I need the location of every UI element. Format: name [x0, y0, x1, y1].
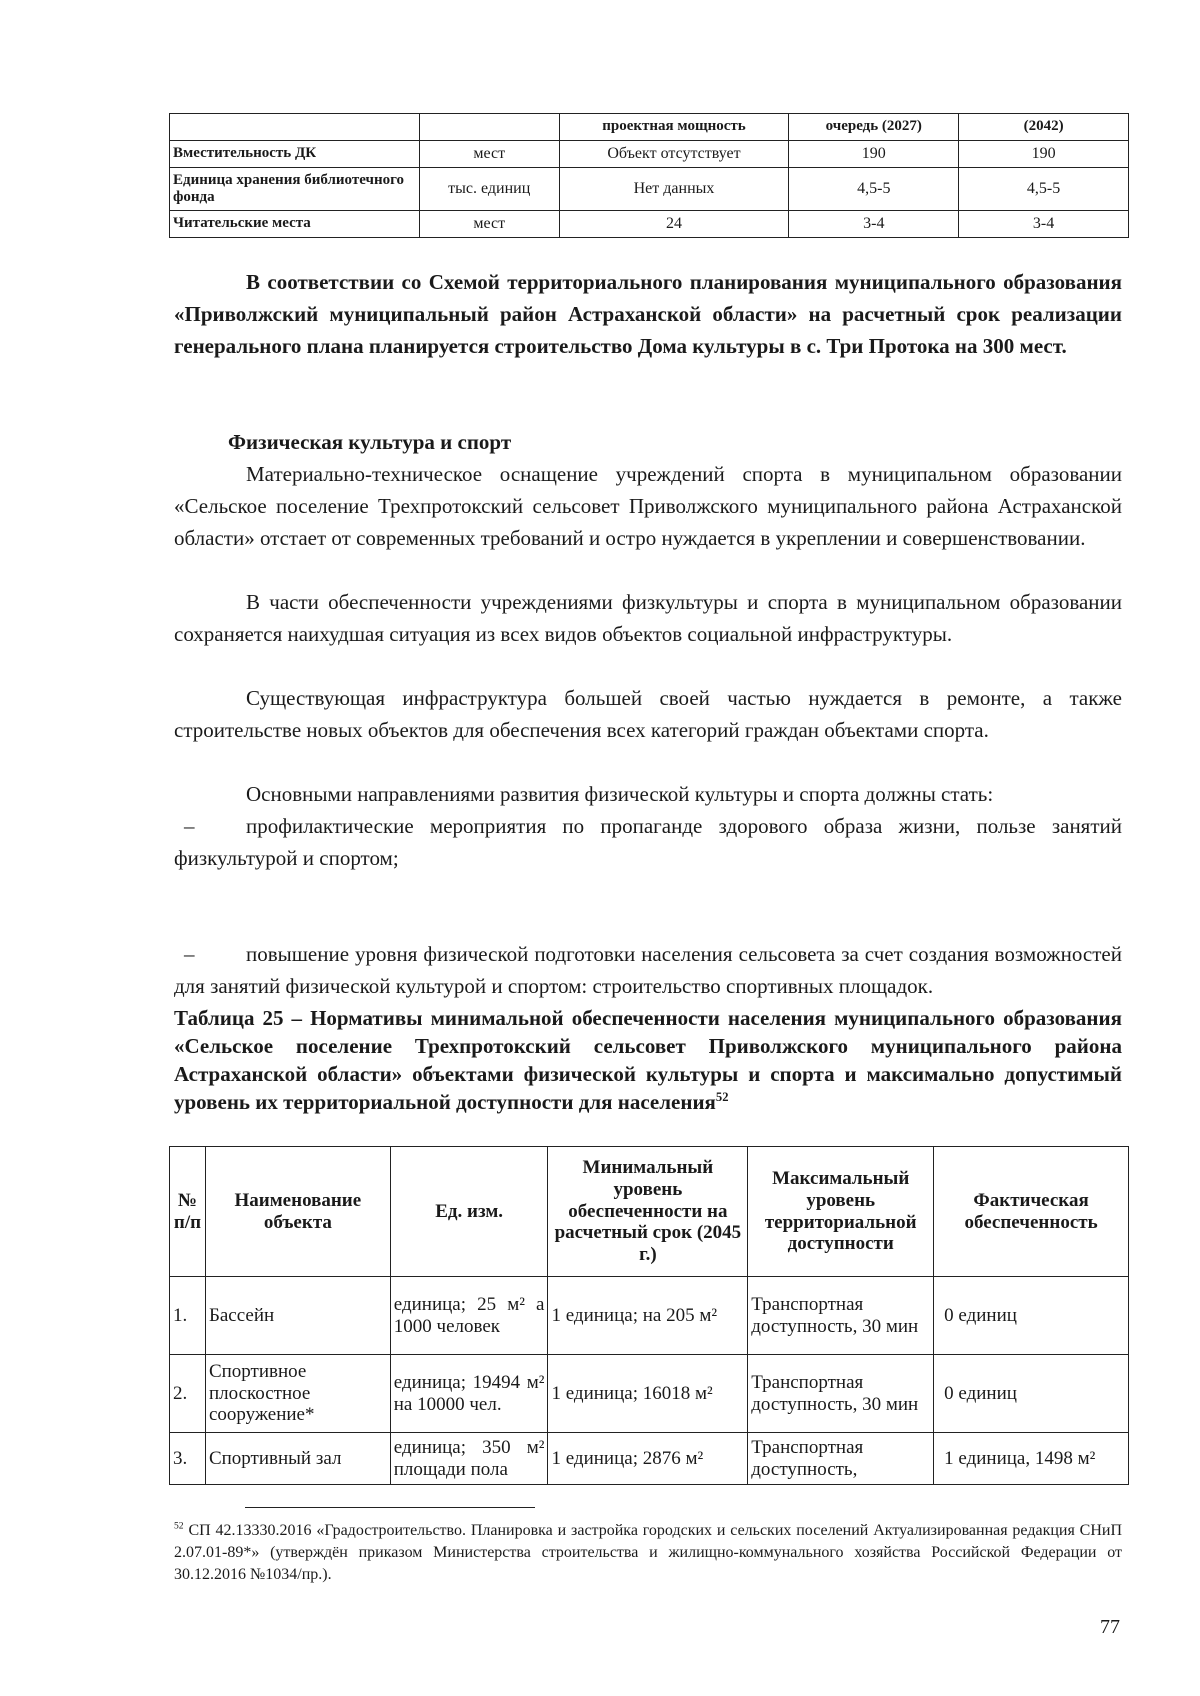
table-header-cell: очередь (2027) — [789, 114, 959, 141]
bullet-dash: – — [184, 814, 195, 838]
table-row — [170, 168, 1129, 211]
unit-cell: единица; 25 м² а 1000 человек — [390, 1277, 548, 1355]
list-item — [174, 938, 1122, 1002]
table-caption — [174, 1004, 1122, 1116]
access-cell: Транспортная доступность, — [748, 1433, 934, 1485]
paragraph: Основными направлениями развития физической культуры и спорта должны стать: — [246, 782, 994, 806]
page-number: 77 — [1100, 1616, 1120, 1638]
min-level-cell: 1 единица; на 205 м² — [548, 1277, 748, 1355]
section-heading: Физическая культура и спорт — [228, 430, 512, 454]
footnote-divider — [245, 1507, 535, 1508]
access-cell: Транспортная доступность, 30 мин — [748, 1277, 934, 1355]
table-row — [170, 141, 1129, 168]
row-label: Вместительность ДК — [170, 141, 420, 168]
table-row — [170, 1433, 1129, 1485]
list-item-text: повышение уровня физической подготовки населения сельсовета за счет создания возможностей для занятий физической культурой и спортом: строительство спортивных площадок. — [174, 942, 1122, 998]
footnote-text: СП 42.13330.2016 «Градостроительство. Планировка и застройка городских и сельских поселений Актуализированная редакция СНиП 2.07.01-89*» (утверждён приказом Министерства строительства и жилищно-коммунального хозяйства Российской Федерации от 30.12.2016 №1034/пр.). — [174, 1522, 1123, 1583]
row-label: Единица хранения библиотечного фонда — [170, 168, 420, 211]
table-header-cell: Максимальный уровень территориальной доступности — [748, 1147, 934, 1277]
table-cell: Объект отсутствует — [559, 141, 789, 168]
row-number: 3. — [170, 1433, 206, 1485]
table-cell: 4,5-5 — [959, 168, 1129, 211]
capacity-table — [169, 113, 1129, 238]
footnote — [174, 1520, 1122, 1586]
paragraph: Материально-техническое оснащение учреждений спорта в муниципальном образовании «Сельское поселение Трехпротокский сельсовет Приволжского муниципального района Астраханской области» отстает от современных требований и остро нуждается в укреплении и совершенствовании. — [174, 462, 1122, 550]
paragraph: Существующая инфраструктура большей своей частью нуждается в ремонте, а также строительстве новых объектов для обеспечения всех категорий граждан объектами спорта. — [174, 686, 1122, 742]
table-header-cell — [170, 114, 420, 141]
table-cell: мест — [419, 141, 559, 168]
table-row — [170, 1277, 1129, 1355]
table-cell: 190 — [789, 141, 959, 168]
footnote-number: 52 — [174, 1520, 184, 1532]
table-header-cell: Ед. изм. — [390, 1147, 548, 1277]
table-cell: тыс. единиц — [419, 168, 559, 211]
table-cell: 190 — [959, 141, 1129, 168]
actual-cell: 1 единица, 1498 м² — [934, 1433, 1129, 1485]
min-level-cell: 1 единица; 2876 м² — [548, 1433, 748, 1485]
footnote-ref: 52 — [715, 1090, 729, 1104]
table-header-cell: проектная мощность — [559, 114, 789, 141]
table-header-cell: № п/п — [170, 1147, 206, 1277]
table-header-cell: Минимальный уровень обеспеченности на расчетный срок (2045 г.) — [548, 1147, 748, 1277]
culture-plan-paragraph: В соответствии со Схемой территориального планирования муниципального образования «Приволжский муниципальный район Астраханской области» на расчетный срок реализации генерального плана планируется строительство Дома культуры в с. Три Протока на 300 мест. — [174, 270, 1122, 358]
actual-cell: 0 единиц — [934, 1277, 1129, 1355]
table-header-cell: Фактическая обеспеченность — [934, 1147, 1129, 1277]
table-header-cell: Наименование объекта — [205, 1147, 390, 1277]
object-name: Спортивное плоскостное сооружение* — [205, 1355, 390, 1433]
list-item-text: профилактические мероприятия по пропаганде здорового образа жизни, пользе занятий физкультурой и спортом; — [174, 814, 1122, 870]
object-name: Бассейн — [205, 1277, 390, 1355]
table-cell: 3-4 — [789, 211, 959, 238]
actual-cell: 0 единиц — [934, 1355, 1129, 1433]
row-label: Читательские места — [170, 211, 420, 238]
unit-cell: единица; 350 м² площади пола — [390, 1433, 548, 1485]
bullet-dash: – — [184, 942, 195, 966]
table-header-cell — [419, 114, 559, 141]
row-number: 1. — [170, 1277, 206, 1355]
table-header-row — [170, 114, 1129, 141]
table-header-cell: (2042) — [959, 114, 1129, 141]
paragraph: В части обеспеченности учреждениями физкультуры и спорта в муниципальном образовании сохраняется наихудшая ситуация из всех видов объектов социальной инфраструктуры. — [174, 590, 1122, 646]
table-caption-text: Таблица 25 – Нормативы минимальной обеспеченности населения муниципального образования «Сельское поселение Трехпротокский сельсовет Приволжского муниципального района Астраханской области» объектами физической культуры и спорта и максимально допустимый уровень их территориальной доступности для населения — [174, 1006, 1122, 1114]
table-cell: Нет данных — [559, 168, 789, 211]
min-level-cell: 1 единица; 16018 м² — [548, 1355, 748, 1433]
unit-cell: единица; 19494 м² на 10000 чел. — [390, 1355, 548, 1433]
access-cell: Транспортная доступность, 30 мин — [748, 1355, 934, 1433]
table-cell: мест — [419, 211, 559, 238]
table-cell: 24 — [559, 211, 789, 238]
table-row — [170, 1355, 1129, 1433]
row-number: 2. — [170, 1355, 206, 1433]
list-item — [174, 810, 1122, 874]
table-cell: 3-4 — [959, 211, 1129, 238]
table-row — [170, 211, 1129, 238]
sport-norms-table — [169, 1146, 1129, 1485]
table-header-row — [170, 1147, 1129, 1277]
table-cell: 4,5-5 — [789, 168, 959, 211]
object-name: Спортивный зал — [205, 1433, 390, 1485]
